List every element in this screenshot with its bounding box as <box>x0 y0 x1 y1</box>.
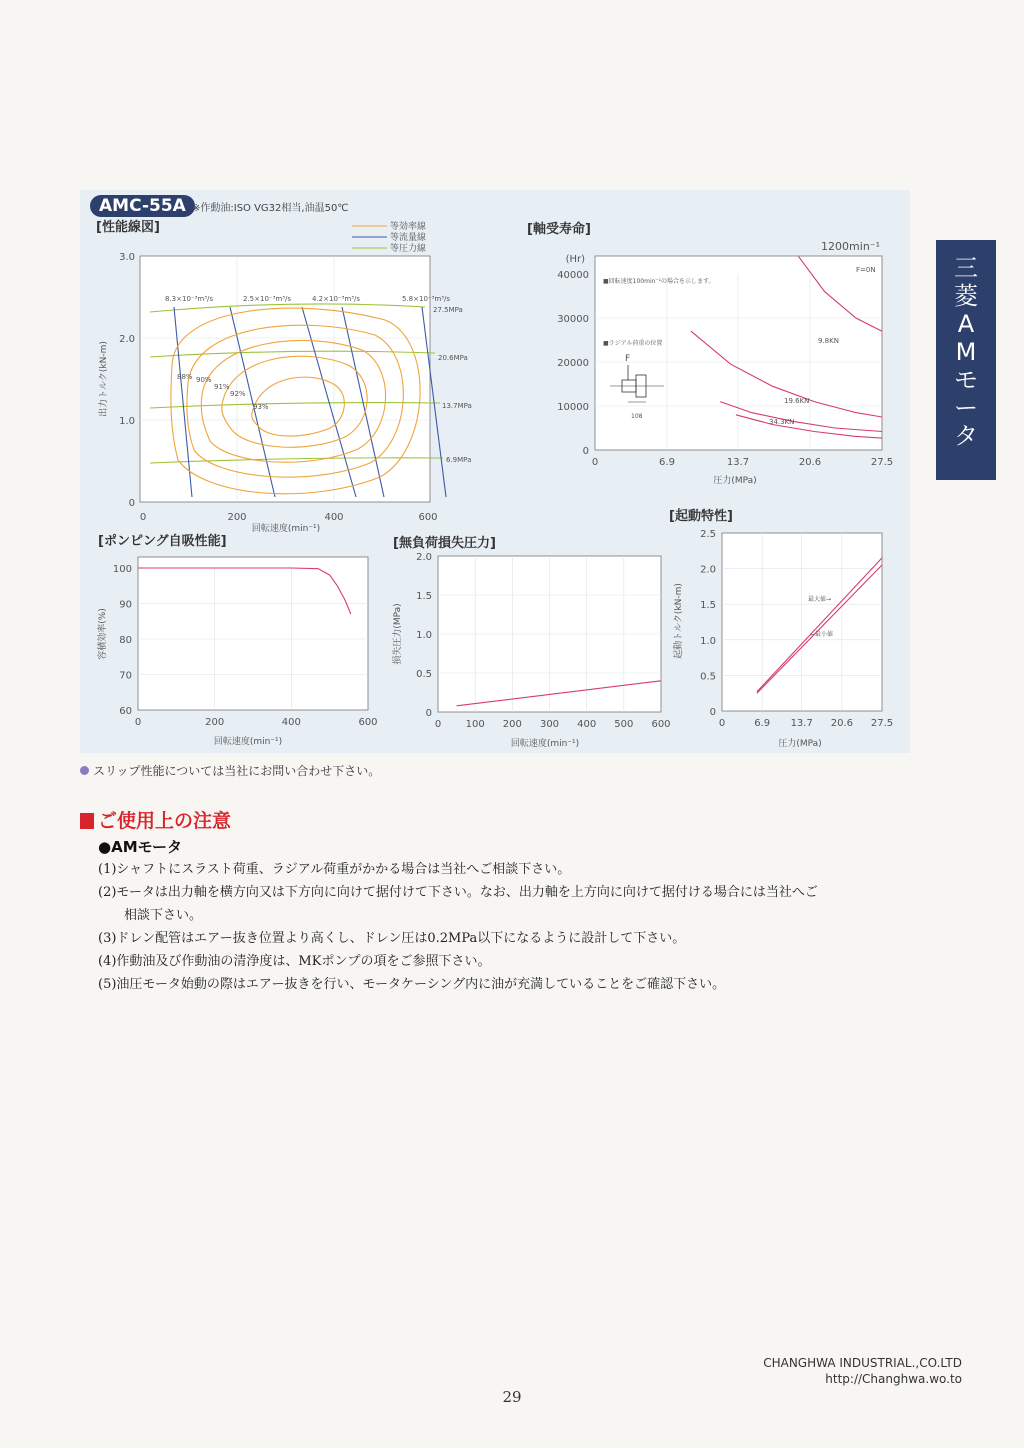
caution-heading <box>80 806 231 833</box>
eff-label-90: 90% <box>196 376 212 384</box>
section-starting: [起動特性] <box>669 509 733 524</box>
pressure-label-20.6: 20.6MPa <box>438 354 468 362</box>
start-max-label: 最大値→ <box>808 596 832 603</box>
noload-xtick: 600 <box>651 719 671 730</box>
start-xtick: 0 <box>718 718 726 729</box>
perf-ytick: 1.0 <box>119 416 135 427</box>
bearing-note1: ■回転速度100min⁻¹の場合を示します。 <box>603 278 715 285</box>
eff-label-92: 92% <box>230 390 246 398</box>
noload-xlabel: 回転速度(min⁻¹) <box>510 739 580 749</box>
pump-ytick: 100 <box>112 564 132 575</box>
noload-xtick: 0 <box>434 719 442 730</box>
note-item: (4)作動油及び作動油の清浄度は、MKポンプの項をご参照下さい。 <box>98 954 491 969</box>
noload-xtick: 300 <box>539 719 560 730</box>
pump-ytick: 90 <box>119 599 132 611</box>
bearing-dim: 108 <box>631 413 643 420</box>
bearing-xtick: 0 <box>591 457 599 468</box>
side-char: モ <box>954 366 978 394</box>
note-item: (3)ドレン配管はエアー抜き位置より高くし、ドレン圧は0.2MPa以下になるように設計して下さい。 <box>98 931 686 946</box>
company-name: CHANGHWA INDUSTRIAL.,CO.LTD <box>763 1356 962 1370</box>
pump-xtick: 0 <box>134 717 142 728</box>
legend-pressure: 等圧力線 <box>390 244 427 254</box>
bearing-ytick: 0 <box>582 446 589 457</box>
pump-ytick: 80 <box>119 635 132 646</box>
side-tab <box>936 240 996 480</box>
start-ytick: 1.5 <box>700 600 716 612</box>
caution-title: ご使用上の注意 <box>98 810 232 832</box>
start-xtick: 20.6 <box>830 718 853 729</box>
bearing-label-9.8: 9.8KN <box>818 337 839 345</box>
eff-label-91: 91% <box>214 383 230 391</box>
company-info <box>763 1355 962 1387</box>
bearing-xtick: 27.5 <box>870 457 894 468</box>
start-ytick: 0.5 <box>700 671 716 683</box>
start-ytick: 1.0 <box>700 635 716 647</box>
bearing-ytick: 10000 <box>557 402 589 413</box>
side-char: ー <box>954 394 978 422</box>
perf-xlabel: 回転速度(min⁻¹) <box>251 524 321 534</box>
perf-xtick: 400 <box>324 512 344 523</box>
pressure-label-27.5: 27.5MPa <box>433 306 463 314</box>
flow-label-2: 2.5×10⁻³m³/s <box>243 295 292 303</box>
noload-ylabel: 損失圧力(MPa) <box>393 603 403 665</box>
noload-xtick: 200 <box>502 719 522 730</box>
section-pumping: [ポンピング自吸性能] <box>98 534 227 549</box>
bearing-life-chart <box>540 230 900 490</box>
page-number: 29 <box>502 1388 522 1406</box>
start-xlabel: 圧力(MPa) <box>778 739 822 749</box>
eff-label-88: 88% <box>177 373 193 381</box>
bearing-label-34.3: 34.3KN <box>769 418 795 426</box>
legend-flow: 等流量線 <box>390 233 427 243</box>
section-noload: [無負荷損失圧力] <box>393 536 496 551</box>
start-xtick: 13.7 <box>790 718 813 729</box>
legend-efficiency: 等効率線 <box>390 222 427 232</box>
side-char: A <box>957 310 975 338</box>
pump-xtick: 400 <box>281 717 301 728</box>
perf-ytick: 0 <box>128 498 135 509</box>
side-char: 菱 <box>954 282 978 310</box>
bullet-icon <box>80 766 89 775</box>
flow-label-4: 5.8×10⁻³m³/s <box>402 295 451 303</box>
start-ylabel: 起動トルク(kN-m) <box>674 583 684 659</box>
bearing-xtick: 6.9 <box>659 457 675 468</box>
bearing-label-f0: F=0N <box>856 266 876 274</box>
bearing-ytick: 20000 <box>557 358 589 369</box>
model-badge: AMC-55A <box>90 195 195 217</box>
performance-chart <box>90 215 490 535</box>
caution-notes <box>98 858 918 996</box>
bearing-xlabel: 圧力(MPa) <box>713 476 757 486</box>
flow-label-3: 4.2×10⁻³m³/s <box>312 295 361 303</box>
bearing-xtick: 20.6 <box>798 457 822 468</box>
bearing-ytick: 30000 <box>557 314 589 325</box>
bearing-force: F <box>625 354 631 364</box>
caution-subheading: ●AMモータ <box>98 838 183 856</box>
pressure-label-6.9: 6.9MPa <box>446 456 472 464</box>
noload-xtick: 400 <box>577 719 597 730</box>
noload-ytick: 1.0 <box>416 630 432 641</box>
note-item: (1)シャフトにスラスト荷重、ラジアル荷重がかかる場合は当社へご相談下さい。 <box>98 862 571 877</box>
note-item: 相談下さい。 <box>98 908 203 923</box>
pump-ytick: 70 <box>119 670 132 682</box>
noload-ytick: 0 <box>425 708 432 719</box>
perf-ytick: 2.0 <box>119 334 135 345</box>
noload-xtick: 500 <box>614 719 634 730</box>
side-char: 三 <box>954 254 978 282</box>
bearing-xtick: 13.7 <box>726 457 750 468</box>
pump-ylabel: 容積効率(%) <box>98 608 108 660</box>
perf-xtick: 200 <box>227 512 247 523</box>
pump-ytick: 60 <box>119 706 132 717</box>
bearing-plot-area <box>595 256 882 450</box>
eff-label-93: 93% <box>253 403 269 411</box>
bearing-unit: (Hr) <box>565 254 585 265</box>
slip-note <box>80 762 380 779</box>
pressure-label-13.7: 13.7MPa <box>442 402 472 410</box>
perf-legend <box>352 220 426 254</box>
oil-note: ※作動油:ISO VG32相当,油温50℃ <box>192 203 349 214</box>
perf-ylabel: 出力トルク(kN-m) <box>99 341 109 417</box>
section-bearing: [軸受寿命] <box>527 222 591 237</box>
start-ytick: 2.0 <box>700 564 716 576</box>
slip-note-text: スリップ性能については当社にお問い合わせ下さい。 <box>93 764 381 778</box>
side-char: M <box>955 338 977 366</box>
pump-xlabel: 回転速度(min⁻¹) <box>213 737 283 747</box>
perf-xtick: 0 <box>139 512 147 523</box>
pump-xtick: 600 <box>358 717 378 728</box>
company-url: http://Changhwa.wo.to <box>825 1372 962 1386</box>
noload-chart <box>390 552 680 752</box>
noload-ytick: 1.5 <box>416 591 432 602</box>
flow-label-1: 8.3×10⁻³m³/s <box>165 295 214 303</box>
start-ytick: 0 <box>709 707 716 718</box>
bearing-note2: ■ラジアル荷重の位置 <box>603 340 663 347</box>
note-item: (2)モータは出力軸を横方向又は下方向に向けて据付けて下さい。なお、出力軸を上方向に向けて据付ける場合には当社へご <box>98 885 818 900</box>
start-min-label: ←最小値 <box>810 631 834 638</box>
note-item: (5)油圧モータ始動の際はエアー抜きを行い、モータケーシング内に油が充満していることをご確認下さい。 <box>98 977 726 992</box>
section-performance: [性能線図] <box>96 220 160 235</box>
start-ytick: 2.5 <box>700 529 716 540</box>
starting-chart <box>670 525 900 750</box>
noload-ytick: 2.0 <box>416 552 432 563</box>
start-xtick: 27.5 <box>870 718 894 729</box>
perf-xtick: 600 <box>418 512 438 523</box>
perf-ytick: 3.0 <box>119 252 135 263</box>
bearing-speed: 1200min⁻¹ <box>821 240 880 253</box>
bearing-label-19.6: 19.6KN <box>784 397 810 405</box>
bearing-ytick: 40000 <box>557 270 589 281</box>
side-char: タ <box>954 422 978 450</box>
pumping-chart <box>90 550 390 750</box>
square-bullet-icon <box>80 813 94 829</box>
noload-xtick: 100 <box>465 719 485 730</box>
start-xtick: 6.9 <box>754 718 771 729</box>
noload-ytick: 0.5 <box>416 669 432 680</box>
pump-xtick: 200 <box>205 717 225 728</box>
